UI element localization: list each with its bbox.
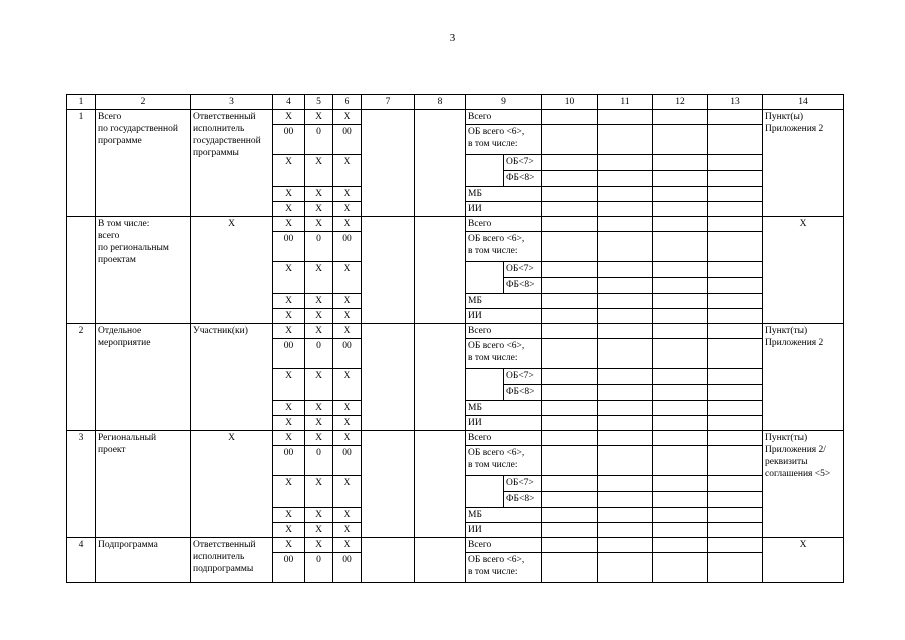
col-13-cell [708,385,763,401]
header-col-11: 11 [598,95,653,110]
col-11-cell [598,369,653,385]
col-10-cell [542,492,598,508]
col-11-cell [598,171,653,187]
code-col-6: X [333,202,362,217]
code-col-4: X [273,324,305,339]
code-col-4: 00 [273,339,305,369]
col-12-cell [653,431,708,446]
col-12-cell [653,476,708,492]
col-11-cell [598,217,653,232]
col-10-cell [542,476,598,492]
code-col-5: X [305,202,333,217]
col-13-cell [708,339,763,369]
header-col-2: 2 [96,95,191,110]
row-name: Подпрограмма [96,538,191,583]
code-col-6: X [333,110,362,125]
col-9-lead [466,155,504,187]
code-col-6: X [333,523,362,538]
funding-source: Всего [466,110,542,125]
code-col-6: X [333,324,362,339]
funding-source: ОБ всего <6>, в том числе: [466,125,542,155]
col-11-cell [598,294,653,309]
col-12-cell [653,309,708,324]
code-col-6: X [333,416,362,431]
header-col-5: 5 [305,95,333,110]
code-col-5: 0 [305,232,333,262]
code-col-4: X [273,416,305,431]
table-row [67,110,844,125]
code-col-5: X [305,110,333,125]
funding-source: ИИ [466,416,542,431]
code-col-5: X [305,523,333,538]
code-col-5: X [305,187,333,202]
code-col-6: 00 [333,232,362,262]
code-col-6: X [333,401,362,416]
col-12-cell [653,278,708,294]
col-9-lead [466,262,504,294]
col-13-cell [708,446,763,476]
row-executor: Ответственный исполнитель подпрограммы [191,538,273,583]
col-12-cell [653,217,708,232]
col-12-cell [653,294,708,309]
code-col-5: X [305,217,333,232]
row-number: 2 [67,324,96,431]
header-col-12: 12 [653,95,708,110]
col-13-cell [708,324,763,339]
col-7-cell [362,324,415,431]
col-10-cell [542,187,598,202]
col-12-cell [653,538,708,553]
col-10-cell [542,262,598,278]
code-col-5: X [305,476,333,508]
col-11-cell [598,339,653,369]
row-number: 1 [67,110,96,217]
col-11-cell [598,401,653,416]
funding-source: ОБ всего <6>, в том числе: [466,232,542,262]
header-col-4: 4 [273,95,305,110]
col-10-cell [542,110,598,125]
code-col-4: X [273,508,305,523]
col-10-cell [542,538,598,553]
code-col-4: X [273,202,305,217]
funding-source: ИИ [466,523,542,538]
col-10-cell [542,217,598,232]
code-col-4: 00 [273,125,305,155]
row-executor: Ответственный исполнитель государственной программы [191,110,273,217]
col-12-cell [653,202,708,217]
col-11-cell [598,125,653,155]
code-col-4: X [273,294,305,309]
col-11-cell [598,202,653,217]
col-10-cell [542,232,598,262]
col-9-lead [466,369,504,401]
code-col-5: X [305,324,333,339]
col-13-cell [708,553,763,583]
col-12-cell [653,492,708,508]
row-executor: X [191,431,273,538]
row-number [67,217,96,324]
funding-source: Всего [466,431,542,446]
col-12-cell [653,446,708,476]
col-13-cell [708,125,763,155]
col-11-cell [598,278,653,294]
code-col-4: X [273,538,305,553]
col-10-cell [542,553,598,583]
funding-source: ОБ<7> [504,476,542,492]
code-col-5: X [305,401,333,416]
col-11-cell [598,538,653,553]
col-12-cell [653,416,708,431]
col-13-cell [708,508,763,523]
col-13-cell [708,416,763,431]
code-col-5: X [305,262,333,294]
funding-source: Всего [466,324,542,339]
col-12-cell [653,262,708,278]
row-reference: Пункт(ты) Приложения 2/ реквизиты соглашения <5> [763,431,844,538]
funding-source: ФБ<8> [504,171,542,187]
col-10-cell [542,155,598,171]
row-number: 3 [67,431,96,538]
col-13-cell [708,431,763,446]
col-8-cell [415,110,466,217]
col-7-cell [362,217,415,324]
col-13-cell [708,309,763,324]
col-13-cell [708,155,763,171]
col-11-cell [598,309,653,324]
code-col-4: X [273,262,305,294]
row-reference: Пункт(ы) Приложения 2 [763,110,844,217]
funding-source: Всего [466,538,542,553]
col-12-cell [653,125,708,155]
col-13-cell [708,523,763,538]
col-10-cell [542,171,598,187]
header-row [67,95,844,110]
table-row [67,431,844,446]
row-name: В том числе: всего по региональным проектам [96,217,191,324]
code-col-6: 00 [333,553,362,583]
funding-source: ОБ<7> [504,369,542,385]
col-12-cell [653,339,708,369]
funding-source: ОБ<7> [504,155,542,171]
code-col-6: X [333,217,362,232]
col-13-cell [708,476,763,492]
col-11-cell [598,553,653,583]
row-reference: X [763,217,844,324]
col-12-cell [653,553,708,583]
row-executor: Участник(ки) [191,324,273,431]
col-10-cell [542,369,598,385]
page-number: 3 [449,32,456,44]
col-13-cell [708,187,763,202]
col-10-cell [542,385,598,401]
table-row [67,324,844,339]
col-11-cell [598,523,653,538]
code-col-5: 0 [305,446,333,476]
row-name: Региональный проект [96,431,191,538]
col-10-cell [542,125,598,155]
col-10-cell [542,294,598,309]
col-13-cell [708,202,763,217]
col-11-cell [598,385,653,401]
row-name: Всего по государственной программе [96,110,191,217]
code-col-4: 00 [273,446,305,476]
col-10-cell [542,416,598,431]
col-8-cell [415,538,466,583]
col-13-cell [708,401,763,416]
code-col-5: 0 [305,125,333,155]
col-10-cell [542,523,598,538]
header-col-1: 1 [67,95,96,110]
funding-source: ОБ всего <6>, в том числе: [466,446,542,476]
col-13-cell [708,294,763,309]
col-11-cell [598,232,653,262]
funding-source: ИИ [466,202,542,217]
header-col-3: 3 [191,95,273,110]
col-10-cell [542,278,598,294]
code-col-6: 00 [333,125,362,155]
col-10-cell [542,324,598,339]
col-10-cell [542,446,598,476]
code-col-5: 0 [305,553,333,583]
table-row [67,217,844,232]
code-col-5: X [305,155,333,187]
program-table [66,94,844,583]
code-col-4: X [273,155,305,187]
col-12-cell [653,171,708,187]
col-13-cell [708,171,763,187]
code-col-5: X [305,294,333,309]
col-12-cell [653,385,708,401]
col-10-cell [542,431,598,446]
col-11-cell [598,262,653,278]
code-col-4: X [273,401,305,416]
code-col-5: X [305,508,333,523]
col-8-cell [415,431,466,538]
col-11-cell [598,446,653,476]
col-12-cell [653,110,708,125]
col-12-cell [653,155,708,171]
funding-source: МБ [466,187,542,202]
code-col-6: 00 [333,339,362,369]
code-col-4: X [273,523,305,538]
header-col-8: 8 [415,95,466,110]
code-col-4: X [273,309,305,324]
col-8-cell [415,324,466,431]
col-12-cell [653,523,708,538]
code-col-5: X [305,431,333,446]
code-col-6: X [333,262,362,294]
funding-source: МБ [466,401,542,416]
code-col-4: X [273,217,305,232]
col-12-cell [653,508,708,523]
code-col-5: X [305,538,333,553]
col-10-cell [542,339,598,369]
col-13-cell [708,369,763,385]
code-col-4: 00 [273,553,305,583]
funding-source: ОБ всего <6>, в том числе: [466,553,542,583]
row-executor: X [191,217,273,324]
code-col-6: X [333,431,362,446]
row-reference: Пункт(ты) Приложения 2 [763,324,844,431]
header-col-10: 10 [542,95,598,110]
col-8-cell [415,217,466,324]
funding-source: ОБ всего <6>, в том числе: [466,339,542,369]
header-col-9: 9 [466,95,542,110]
col-11-cell [598,476,653,492]
code-col-6: 00 [333,446,362,476]
funding-source: Всего [466,217,542,232]
funding-source: ФБ<8> [504,385,542,401]
header-col-7: 7 [362,95,415,110]
row-number: 4 [67,538,96,583]
code-col-6: X [333,187,362,202]
row-name: Отдельное мероприятие [96,324,191,431]
code-col-5: 0 [305,339,333,369]
table-row [67,538,844,553]
code-col-4: X [273,431,305,446]
funding-source: ОБ<7> [504,262,542,278]
code-col-6: X [333,294,362,309]
code-col-4: X [273,369,305,401]
code-col-5: X [305,369,333,401]
code-col-6: X [333,369,362,401]
code-col-6: X [333,155,362,187]
col-7-cell [362,110,415,217]
col-12-cell [653,232,708,262]
col-11-cell [598,416,653,431]
col-11-cell [598,187,653,202]
funding-source: МБ [466,508,542,523]
col-10-cell [542,401,598,416]
col-7-cell [362,538,415,583]
col-13-cell [708,278,763,294]
funding-source: МБ [466,294,542,309]
code-col-6: X [333,476,362,508]
col-13-cell [708,538,763,553]
col-13-cell [708,232,763,262]
col-11-cell [598,492,653,508]
col-11-cell [598,324,653,339]
code-col-6: X [333,309,362,324]
col-11-cell [598,508,653,523]
col-7-cell [362,431,415,538]
col-10-cell [542,508,598,523]
col-11-cell [598,110,653,125]
col-10-cell [542,202,598,217]
code-col-5: X [305,309,333,324]
col-13-cell [708,492,763,508]
col-13-cell [708,110,763,125]
header-col-13: 13 [708,95,763,110]
col-12-cell [653,187,708,202]
funding-source: ФБ<8> [504,278,542,294]
col-12-cell [653,369,708,385]
col-9-lead [466,476,504,508]
col-10-cell [542,309,598,324]
header-col-6: 6 [333,95,362,110]
code-col-4: X [273,476,305,508]
code-col-6: X [333,538,362,553]
row-reference: X [763,538,844,583]
code-col-4: 00 [273,232,305,262]
code-col-4: X [273,110,305,125]
code-col-5: X [305,416,333,431]
col-12-cell [653,401,708,416]
funding-source: ФБ<8> [504,492,542,508]
col-13-cell [708,262,763,278]
col-13-cell [708,217,763,232]
funding-source: ИИ [466,309,542,324]
col-11-cell [598,431,653,446]
code-col-6: X [333,508,362,523]
col-12-cell [653,324,708,339]
code-col-4: X [273,187,305,202]
col-11-cell [598,155,653,171]
header-col-14: 14 [763,95,844,110]
